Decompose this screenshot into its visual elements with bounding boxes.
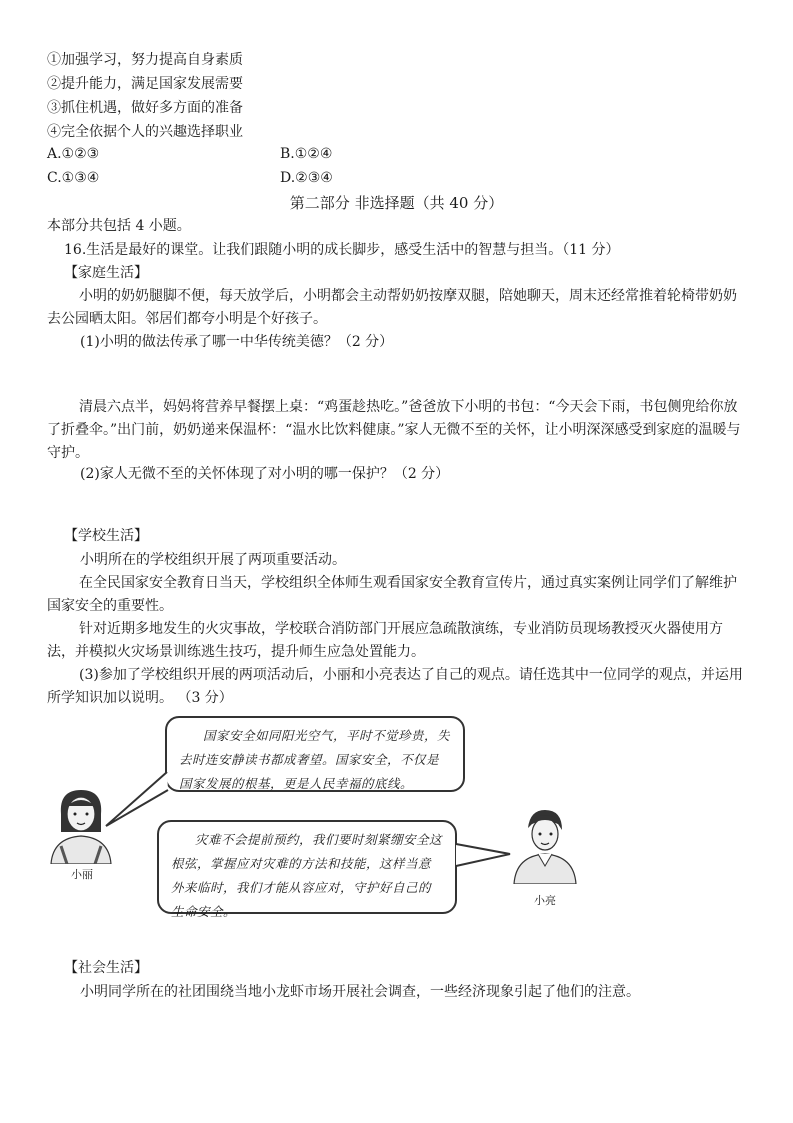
choice-b: B.①②④ — [280, 146, 333, 162]
xiaoliang-quote: 灾难不会提前预约，我们要时刻紧绷安全这根弦，掌握应对灾难的方法和技能，这样当意外来临时，我们才能从容应对，守护好自己的生命安全。 — [171, 832, 443, 919]
option-1: ①加强学习，努力提高自身素质 — [47, 52, 243, 68]
family-para-2: 清晨六点半，妈妈将营养早餐摆上桌：“鸡蛋趁热吃。”爸爸放下小明的书包：“今天会下雨，书包侧兜给你放了折叠伞。”出门前，奶奶递来保温杯：“温水比饮料健康。”家人无微不至的关怀，让小明深深感受到家庭的温暖与守护。 — [47, 399, 741, 461]
option-2: ②提升能力，满足国家发展需要 — [47, 76, 243, 92]
choice-a: A.①②③ — [47, 146, 100, 162]
girl-figure-icon — [47, 784, 117, 864]
school-para-2: 在全民国家安全教育日当天，学校组织全体师生观看国家安全教育宣传片，通过真实案例让同学们了解维护国家安全的重要性。 — [47, 575, 737, 614]
speech-bubble-xiaoliang — [157, 820, 457, 919]
sub-question-3: (3)参加了学校组织开展的两项活动后，小丽和小亮表达了自己的观点。请任选其中一位同学的观点，并运用所学知识加以说明。 （3 分） — [47, 667, 743, 706]
boy-figure-icon — [510, 804, 580, 884]
school-para-1: 小明所在的学校组织开展了两项重要活动。 — [80, 552, 346, 568]
school-heading: 【学校生活】 — [64, 528, 148, 544]
section-note: 本部分共包括 4 小题。 — [47, 218, 191, 234]
option-3: ③抓住机遇，做好多方面的准备 — [47, 100, 243, 116]
section-title: 第二部分 非选择题（共 40 分） — [289, 194, 504, 212]
q16-stem: 16.生活是最好的课堂。让我们跟随小明的成长脚步，感受生活中的智慧与担当。（11 分） — [64, 242, 620, 258]
choice-c: C.①③④ — [47, 170, 100, 186]
family-para-1: 小明的奶奶腿脚不便，每天放学后，小明都会主动帮奶奶按摩双腿，陪她聊天，周末还经常推着轮椅带奶奶去公园晒太阳。邻居们都夸小明是个好孩子。 — [47, 288, 737, 327]
bubble-tail-xiaoliang — [454, 840, 514, 880]
society-heading: 【社会生活】 — [64, 960, 148, 976]
sub-question-1: (1)小明的做法传承了哪一中华传统美德？（2 分） — [80, 334, 394, 350]
speech-bubble-xiaoli — [165, 716, 465, 792]
family-heading: 【家庭生活】 — [64, 265, 148, 281]
label-xiaoli: 小丽 — [71, 868, 93, 881]
label-xiaoliang: 小亮 — [534, 894, 556, 907]
society-para-1: 小明同学所在的社团围绕当地小龙虾市场开展社会调查，一些经济现象引起了他们的注意。 — [80, 984, 640, 1000]
choice-d: D.②③④ — [280, 170, 333, 186]
xiaoli-quote: 国家安全如同阳光空气，平时不觉珍贵，失去时连安静读书都成奢望。国家安全，不仅是国家发展的根基，更是人民幸福的底线。 — [179, 728, 451, 791]
school-para-3: 针对近期多地发生的火灾事故，学校联合消防部门开展应急疏散演练，专业消防员现场教授灭火器使用方法，并模拟火灾场景训练逃生技巧，提升师生应急处置能力。 — [47, 621, 723, 660]
sub-question-2: (2)家人无微不至的关怀体现了对小明的哪一保护？（2 分） — [80, 466, 450, 482]
option-4: ④完全依据个人的兴趣选择职业 — [47, 124, 243, 140]
